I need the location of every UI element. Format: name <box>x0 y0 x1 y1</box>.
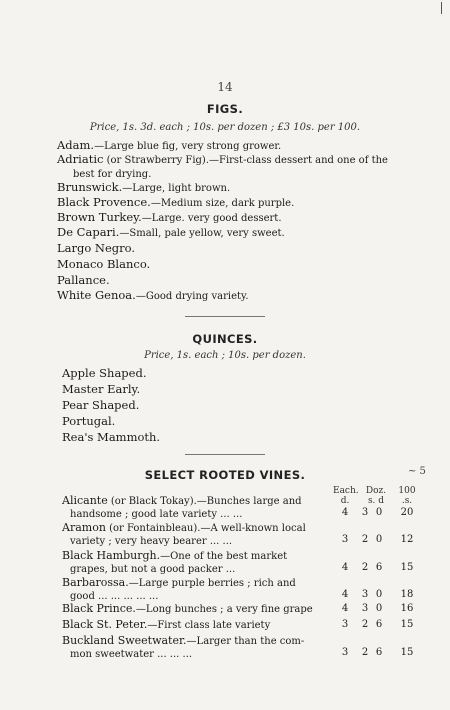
section-divider <box>185 316 265 317</box>
price-dozen-pence: 0 <box>375 603 383 614</box>
vine-entry: Black Prince.—Long bunches ; a very fine grape <box>62 602 313 615</box>
price-dozen-pence: 6 <box>375 562 383 573</box>
figs-heading: FIGS. <box>206 102 244 116</box>
quince-entry: Apple Shaped. <box>62 366 147 380</box>
quince-entry: Rea's Mammoth. <box>62 430 161 444</box>
price-dozen-shillings: 3 <box>361 603 369 614</box>
price-each: 4 <box>341 562 349 573</box>
edge-mark <box>441 2 442 14</box>
price-each: 4 <box>341 507 349 518</box>
page-number: 14 <box>217 80 233 94</box>
figs-price: Price, 1s. 3d. each ; 10s. per dozen ; £3 10s. per 100. <box>89 122 361 133</box>
fig-entry: Monaco Blanco. <box>57 257 151 271</box>
column-hundred: 100 .s. <box>398 486 416 506</box>
price-hundred: 20 <box>400 507 414 518</box>
column-dozen: Doz. s. d <box>365 486 387 506</box>
price-dozen-pence: 0 <box>375 589 383 600</box>
vine-entry: Alicante (or Black Tokay).—Bunches large and handsome ; good late variety ... ... <box>62 494 302 520</box>
vines-heading: SELECT ROOTED VINES. <box>144 468 306 482</box>
price-dozen-shillings: 2 <box>361 647 369 658</box>
fig-entry: Largo Negro. <box>57 241 136 255</box>
quince-entry: Master Early. <box>62 382 141 396</box>
price-dozen-shillings: 3 <box>361 589 369 600</box>
price-dozen-pence: 0 <box>375 534 383 545</box>
price-hundred: 15 <box>400 647 414 658</box>
fig-entry: Adam.—Large blue fig, very strong grower. <box>57 138 282 152</box>
price-each: 3 <box>341 647 349 658</box>
price-dozen-shillings: 2 <box>361 534 369 545</box>
fig-entry: Adriatic (or Strawberry Fig).—First-class dessert and one of the best for drying. <box>57 152 388 180</box>
fig-entry: Black Provence.—Medium size, dark purple. <box>57 195 295 209</box>
price-each: 3 <box>341 619 349 630</box>
price-dozen-shillings: 2 <box>361 562 369 573</box>
quince-entry: Pear Shaped. <box>62 398 140 412</box>
fig-entry: Brown Turkey.—Large. very good dessert. <box>57 210 282 224</box>
price-hundred: 15 <box>400 619 414 630</box>
price-hundred: 16 <box>400 603 414 614</box>
price-dozen-shillings: 3 <box>361 507 369 518</box>
column-each: Each. d. <box>333 486 359 506</box>
vine-entry: Aramon (or Fontainbleau).—A well-known local variety ; very heavy bearer ... ... <box>62 521 306 547</box>
vine-entry: Barbarossa.—Large purple berries ; rich and good ... ... ... ... ... <box>62 576 296 602</box>
vine-entry: Black Hamburgh.—One of the best market grapes, but not a good packer ... <box>62 549 288 575</box>
quinces-heading: QUINCES. <box>192 332 258 346</box>
vine-entry: Buckland Sweetwater.—Larger than the com- mon sweetwater ... ... ... <box>62 634 305 660</box>
vine-entry: Black St. Peter.—First class late variety <box>62 618 271 631</box>
price-hundred: 18 <box>400 589 414 600</box>
price-hundred: 12 <box>400 534 414 545</box>
price-each: 3 <box>341 534 349 545</box>
quince-entry: Portugal. <box>62 414 116 428</box>
price-dozen-pence: 0 <box>375 507 383 518</box>
fig-entry: White Genoa.—Good drying variety. <box>57 288 249 302</box>
price-dozen-pence: 6 <box>375 647 383 658</box>
section-divider <box>185 454 265 455</box>
price-each: 4 <box>341 589 349 600</box>
fig-entry: De Capari.—Small, pale yellow, very sweet. <box>57 225 285 239</box>
margin-mark: ~ 5 <box>408 466 426 477</box>
price-each: 4 <box>341 603 349 614</box>
quinces-price: Price, 1s. each ; 10s. per dozen. <box>144 350 306 361</box>
price-hundred: 15 <box>400 562 414 573</box>
price-dozen-pence: 6 <box>375 619 383 630</box>
fig-entry: Brunswick.—Large, light brown. <box>57 180 231 194</box>
fig-entry: Pallance. <box>57 273 110 287</box>
price-dozen-shillings: 2 <box>361 619 369 630</box>
